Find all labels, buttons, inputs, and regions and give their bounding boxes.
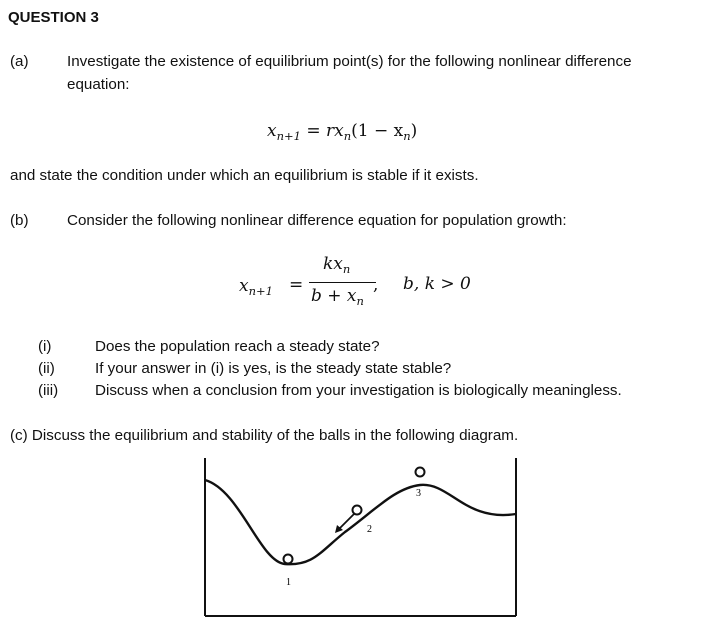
eq-b-numerator: $kx_n$	[323, 254, 351, 276]
logistic-equation: $x_{n+1} = rx_n(1 - x_n)$	[267, 121, 418, 143]
ball-label-3: 3	[416, 488, 421, 499]
item-text-iii: Discuss when a conclusion from your investigation is biologically meaningless.	[95, 382, 622, 399]
eq-b-condition: b, k > 0	[403, 274, 471, 294]
ball-2	[353, 506, 362, 515]
part-a-line2: equation:	[67, 76, 130, 93]
fraction-bar	[309, 282, 376, 283]
ball-label-2: 2	[367, 524, 372, 535]
landscape-curve	[205, 480, 516, 564]
eq-b-comma: ,	[373, 275, 379, 295]
item-label-i: (i)	[38, 338, 52, 355]
part-a-label: (a)	[10, 53, 29, 70]
part-a-condition: and state the condition under which an equilibrium is stable if it exists.	[10, 167, 479, 184]
ball-3	[416, 468, 425, 477]
item-label-iii: (iii)	[38, 382, 59, 399]
item-label-ii: (ii)	[38, 360, 55, 377]
eq-b-lhs: $x_{n+1}$	[239, 276, 273, 298]
ball-1	[284, 555, 293, 564]
item-text-i: Does the population reach a steady state?	[95, 338, 380, 355]
eq-b-equals: =	[289, 275, 304, 295]
part-b-label: (b)	[10, 212, 29, 229]
part-a-line1: Investigate the existence of equilibrium point(s) for the following nonlinear difference	[67, 53, 632, 70]
item-text-ii: If your answer in (i) is yes, is the steady state stable?	[95, 360, 452, 377]
ball-landscape-diagram	[195, 452, 525, 624]
question-title: QUESTION 3	[8, 9, 99, 26]
ball-label-1: 1	[286, 577, 291, 588]
part-b-intro: Consider the following nonlinear difference equation for population growth:	[67, 212, 567, 229]
eq-b-denominator: $b + x_n$	[311, 286, 364, 308]
part-c-text: (c) Discuss the equilibrium and stability of the balls in the following diagram.	[10, 427, 519, 444]
